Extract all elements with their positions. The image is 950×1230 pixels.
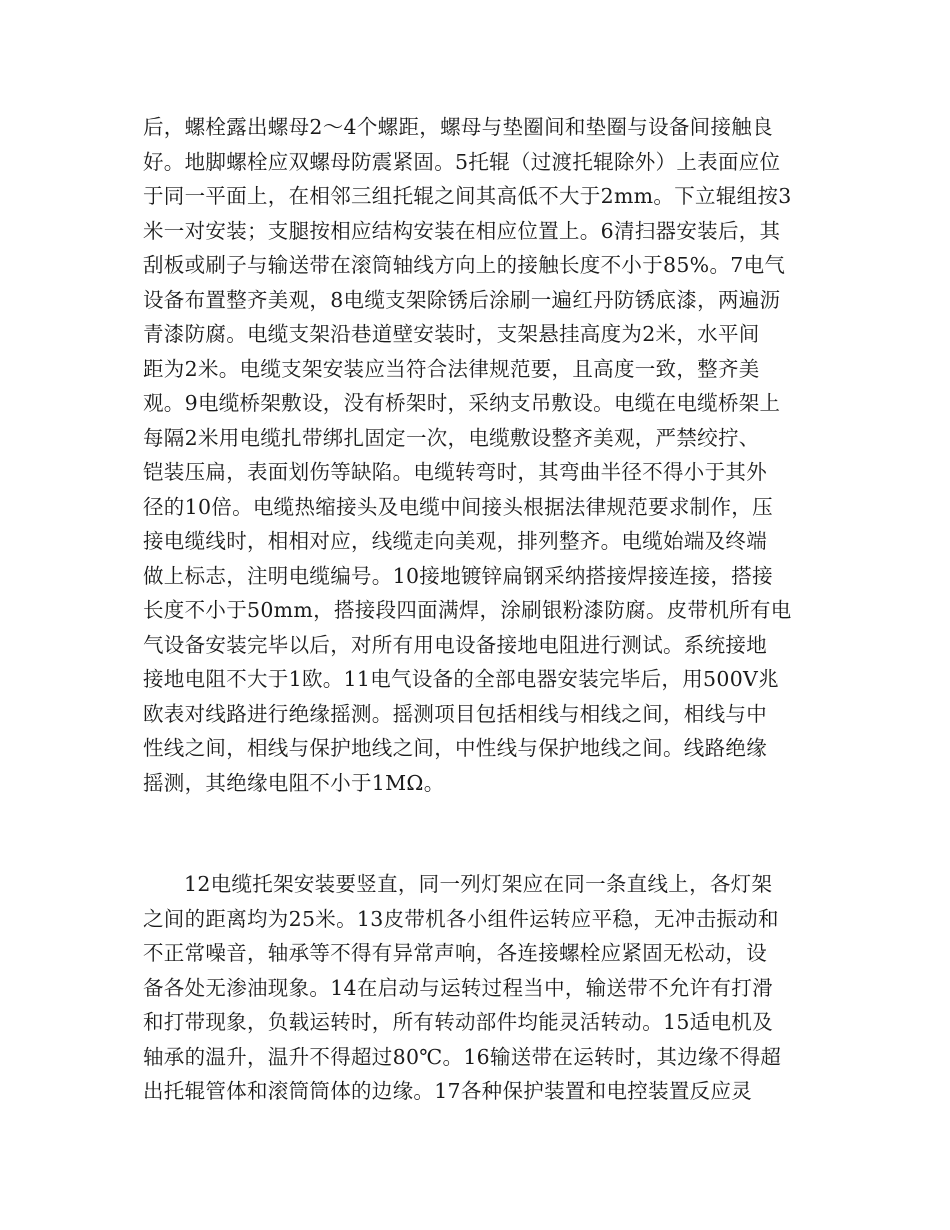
text-line: 好。地脚螺栓应双螺母防震紧固。5托辊（过渡托辊除外）上表面应位 bbox=[143, 149, 781, 174]
text-line: 刮板或刷子与输送带在滚筒轴线方向上的接触长度不小于85%。7电气 bbox=[143, 253, 786, 277]
text-line: 观。9电缆桥架敷设，没有桥架时，采纳支吊敷设。电缆在电缆桥架上 bbox=[143, 391, 781, 415]
text-line: 出托辊管体和滚筒筒体的边缘。17各种保护装置和电控装置反应灵 bbox=[143, 1079, 753, 1103]
text-line: 设备布置整齐美观，8电缆支架除锈后涂刷一遍红丹防锈底漆，两遍沥 bbox=[143, 287, 781, 312]
paragraph-1 bbox=[143, 110, 813, 800]
text-line: 和打带现象，负载运转时，所有转动部件均能灵活转动。15适电机及 bbox=[143, 1010, 773, 1034]
text-line: 后，螺栓露出螺母2～4个螺距，螺母与垫圈间和垫圈与设备间接触良 bbox=[143, 115, 773, 139]
text-line: 之间的距离均为25米。13皮带机各小组件运转应平稳，无冲击振动和 bbox=[143, 906, 779, 931]
text-line: 性线之间，相线与保护地线之间，中性线与保护地线之间。线路绝缘 bbox=[143, 736, 767, 760]
text-line: 青漆防腐。电缆支架沿巷道壁安装时，支架悬挂高度为2米，水平间 bbox=[143, 322, 760, 346]
text-line: 于同一平面上，在相邻三组托辊之间其高低不大于2mm。下立辊组按3 bbox=[143, 184, 792, 208]
text-line: 铠装压扁，表面划伤等缺陷。电缆转弯时，其弯曲半径不得小于其外 bbox=[143, 460, 767, 484]
text-line: 米一对安装；支腿按相应结构安装在相应位置上。6清扫器安装后，其 bbox=[143, 218, 781, 243]
text-line: 气设备安装完毕以后，对所有用电设备接地电阻进行测试。系统接地 bbox=[143, 632, 767, 657]
text-line: 长度不小于50mm，搭接段四面满焊，涂刷银粉漆防腐。皮带机所有电 bbox=[143, 598, 792, 622]
text-line: 欧表对线路进行绝缘摇测。摇测项目包括相线与相线之间，相线与中 bbox=[143, 701, 767, 726]
text-line: 摇测，其绝缘电阻不小于1MΩ。 bbox=[143, 770, 445, 795]
text-line: 备各处无渗油现象。14在启动与运转过程当中，输送带不允许有打滑 bbox=[143, 975, 773, 1000]
text-line: 轴承的温升，温升不得超过80℃。16输送带在运转时，其边缘不得超 bbox=[143, 1044, 782, 1069]
text-line: 接地电阻不大于1欧。11电气设备的全部电器安装完毕后，用500V兆 bbox=[143, 667, 779, 691]
text-line: 每隔2米用电缆扎带绑扎固定一次，电缆敷设整齐美观，严禁绞拧、 bbox=[143, 425, 760, 450]
text-line: 径的10倍。电缆热缩接头及电缆中间接头根据法律规范要求制作，压 bbox=[143, 494, 773, 519]
text-line: 接电缆线时，相相对应，线缆走向美观，排列整齐。电缆始端及终端 bbox=[143, 529, 767, 553]
text-line: 12电缆托架安装要竖直，同一列灯架应在同一条直线上，各灯架 bbox=[184, 872, 773, 896]
text-line: 做上标志，注明电缆编号。10接地镀锌扁钢采纳搭接焊接连接，搭接 bbox=[143, 563, 773, 588]
paragraph-2 bbox=[143, 867, 813, 1109]
text-line: 不正常噪音，轴承等不得有异常声响，各连接螺栓应紧固无松动，设 bbox=[143, 941, 767, 965]
text-line: 距为2米。电缆支架安装应当符合法律规范要，且高度一致，整齐美 bbox=[143, 356, 760, 381]
